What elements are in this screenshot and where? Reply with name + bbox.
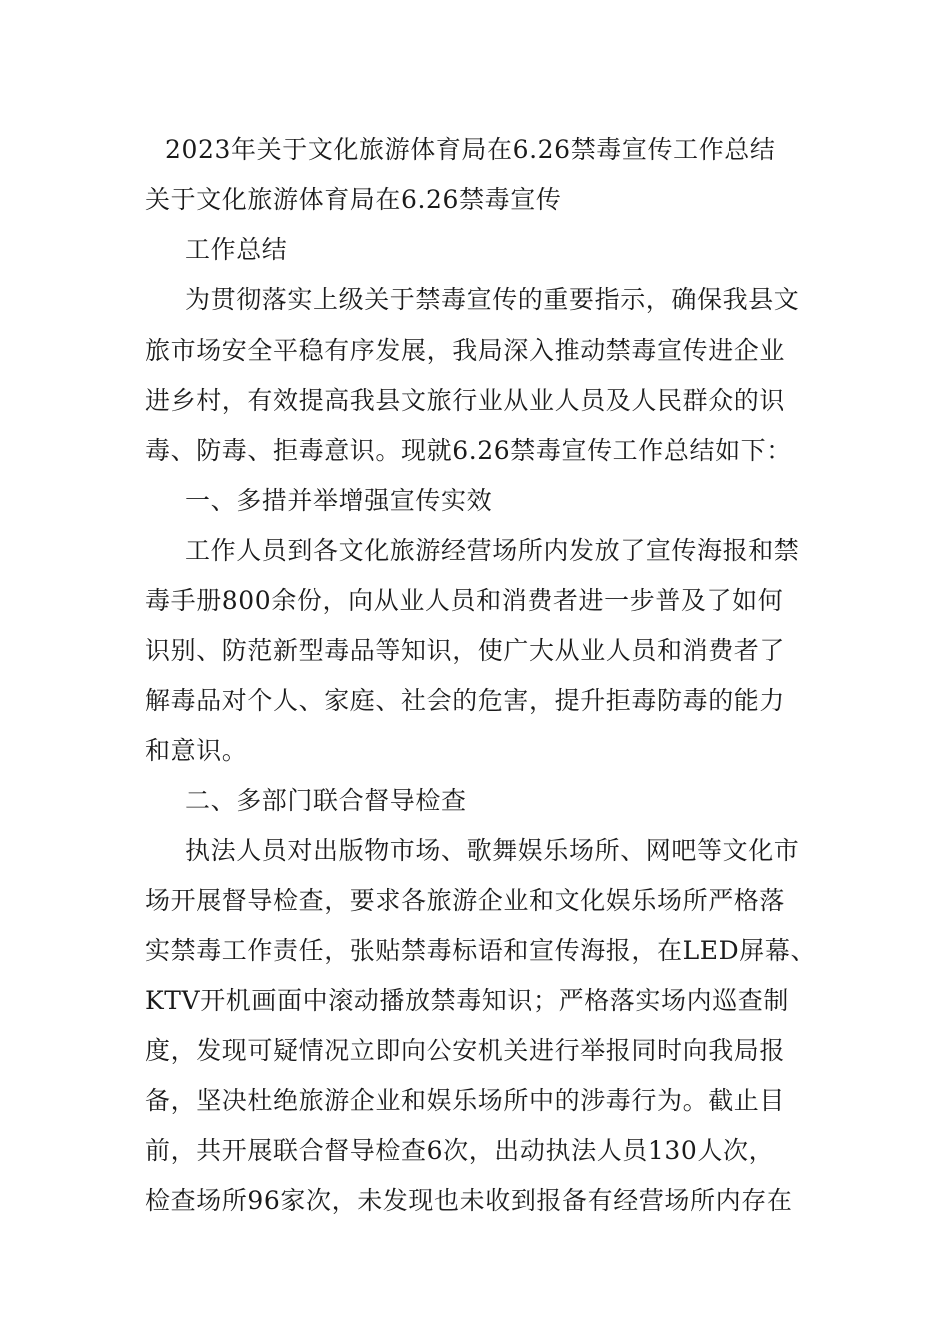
section2-line: 检查场所96家次，未发现也未收到报备有经营场所内存在 xyxy=(145,1186,793,1215)
section2-line: 度，发现可疑情况立即向公安机关进行举报同时向我局报 xyxy=(145,1036,786,1065)
document-subtitle-line1: 关于文化旅游体育局在6.26禁毒宣传 xyxy=(145,185,562,214)
intro-line: 毒、防毒、拒毒意识。现就6.26禁毒宣传工作总结如下： xyxy=(145,436,792,465)
section2-line: KTV开机画面中滚动播放禁毒知识；严格落实场内巡查制 xyxy=(145,986,790,1015)
document-subtitle-line2: 工作总结 xyxy=(185,235,288,264)
section2-line: 前，共开展联合督导检查6次，出动执法人员130人次， xyxy=(145,1136,775,1165)
section1-line: 识别、防范新型毒品等知识，使广大从业人员和消费者了 xyxy=(145,636,786,665)
section2-line: 场开展督导检查，要求各旅游企业和文化娱乐场所严格落 xyxy=(145,886,786,915)
intro-line: 旅市场安全平稳有序发展，我局深入推动禁毒宣传进企业 xyxy=(145,336,786,365)
section1-line: 和意识。 xyxy=(145,736,248,765)
section1-line: 工作人员到各文化旅游经营场所内发放了宣传海报和禁 xyxy=(185,536,800,565)
section2-line: 执法人员对出版物市场、歌舞娱乐场所、网吧等文化市 xyxy=(185,836,800,865)
section2-line: 备，坚决杜绝旅游企业和娱乐场所中的涉毒行为。截止目 xyxy=(145,1086,786,1115)
section2-heading: 二、多部门联合督导检查 xyxy=(185,786,467,815)
intro-line: 为贯彻落实上级关于禁毒宣传的重要指示，确保我县文 xyxy=(185,285,800,314)
section1-line: 解毒品对个人、家庭、社会的危害，提升拒毒防毒的能力 xyxy=(145,686,786,715)
intro-line: 进乡村，有效提高我县文旅行业从业人员及人民群众的识 xyxy=(145,386,786,415)
section1-heading: 一、多措并举增强宣传实效 xyxy=(185,486,493,515)
section1-line: 毒手册800余份，向从业人员和消费者进一步普及了如何 xyxy=(145,586,784,615)
section2-line: 实禁毒工作责任，张贴禁毒标语和宣传海报，在LED屏幕、 xyxy=(145,936,817,965)
document-title: 2023年关于文化旅游体育局在6.26禁毒宣传工作总结 xyxy=(165,135,776,164)
